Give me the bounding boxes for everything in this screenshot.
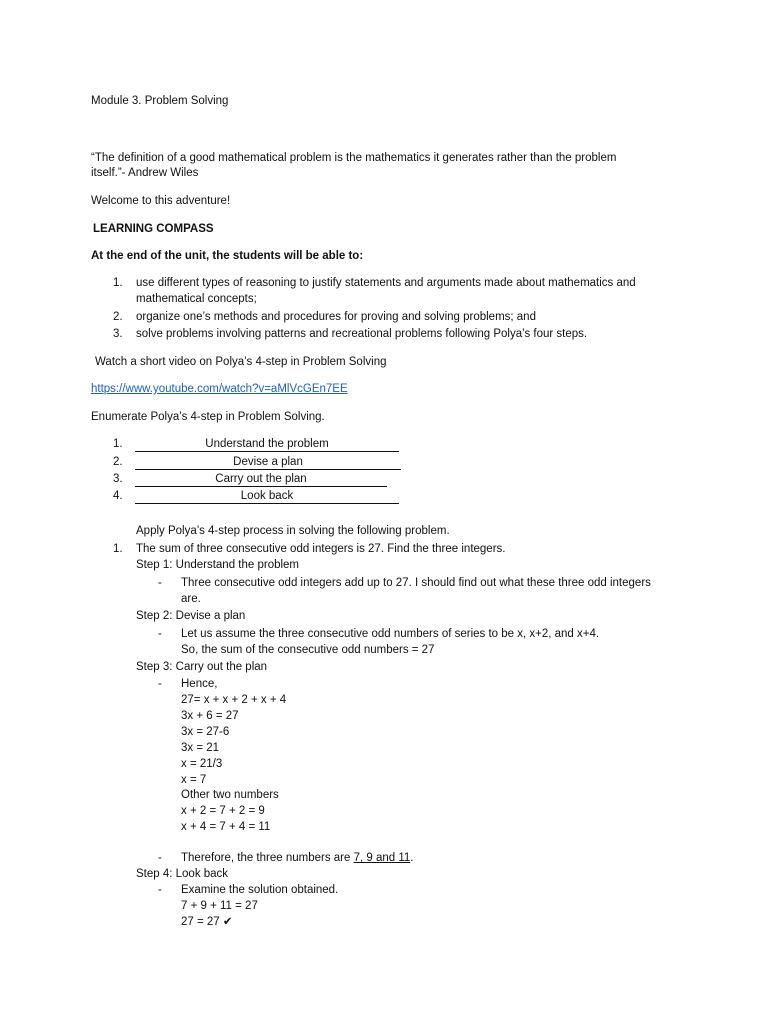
dash-bullet: - [158,852,162,864]
work-line: x = 7 [181,774,207,786]
check-line: 27 = 27 ✔ [181,916,233,928]
work-line: x + 2 = 7 + 2 = 9 [181,805,265,817]
apply-prompt: Apply Polya’s 4-step process in solving the following problem. [136,525,450,537]
step-1-line: are. [181,593,201,605]
work-line: Hence, [181,678,218,690]
objective-line: organize one’s methods and procedures for proving and solving problems; and [136,311,536,323]
answer-number: 2. [113,456,123,468]
conclusion-line [181,851,414,865]
conclusion-suffix: . [410,852,414,864]
objective-number: 3. [113,328,123,340]
step-2-title: Step 2: Devise a plan [136,610,246,622]
step-1-title: Step 1: Understand the problem [136,559,300,571]
dash-bullet: - [158,577,162,589]
problem-number: 1. [113,543,123,555]
video-link[interactable]: https://www.youtube.com/watch?v=aMlVcGEn7EE [91,383,348,395]
learning-compass-intro: At the end of the unit, the students will be able to: [91,250,364,262]
answer-blank: Carry out the plan [135,472,387,487]
work-line: Other two numbers [181,789,279,801]
objective-number: 1. [113,277,123,289]
answer-number: 3. [113,473,123,485]
work-line: 3x + 6 = 27 [181,710,239,722]
check-line: 7 + 9 + 11 = 27 [181,900,258,912]
video-prompt: Watch a short video on Polya’s 4-step in Problem Solving [95,356,387,368]
check-line: Examine the solution obtained. [181,884,339,896]
answer-number: 1. [113,438,123,450]
objective-number: 2. [113,311,123,323]
answer-blank: Understand the problem [135,437,399,452]
work-line: x = 21/3 [181,758,223,770]
answer-number: 4. [113,490,123,502]
welcome-text: Welcome to this adventure! [91,195,231,207]
step-2-line: Let us assume the three consecutive odd numbers of series to be x, x+2, and x+4. [181,628,600,640]
answer-blank: Look back [135,489,399,504]
problem-statement: The sum of three consecutive odd integers is 27. Find the three integers. [136,543,506,555]
dash-bullet: - [158,884,162,896]
objective-line: use different types of reasoning to justify statements and arguments made about mathematics and [136,277,636,289]
enumerate-prompt: Enumerate Polya’s 4-step in Problem Solving. [91,411,325,423]
dash-bullet: - [158,678,162,690]
learning-compass-heading: LEARNING COMPASS [93,223,214,235]
step-3-title: Step 3: Carry out the plan [136,661,268,673]
dash-bullet: - [158,628,162,640]
work-line: x + 4 = 7 + 4 = 11 [181,821,271,833]
conclusion-answer: 7, 9 and 11 [353,852,411,864]
conclusion-prefix: Therefore, the three numbers are [181,852,354,864]
work-line: 3x = 27-6 [181,726,230,738]
objective-line: mathematical concepts; [136,293,257,305]
module-title: Module 3. Problem Solving [91,95,229,107]
step-2-line: So, the sum of the consecutive odd numbers = 27 [181,644,435,656]
quote-line-1: “The definition of a good mathematical problem is the mathematics it generates rather than the problem [91,152,617,164]
work-line: 27= x + x + 2 + x + 4 [181,694,287,706]
step-1-line: Three consecutive odd integers add up to 27. I should find out what these three odd integers [181,577,651,589]
quote-line-2: itself.”- Andrew Wiles [91,167,199,179]
work-line: 3x = 21 [181,742,220,754]
objective-line: solve problems involving patterns and recreational problems following Polya’s four steps. [136,328,588,340]
answer-blank: Devise a plan [135,455,401,470]
step-4-title: Step 4: Look back [136,868,229,880]
